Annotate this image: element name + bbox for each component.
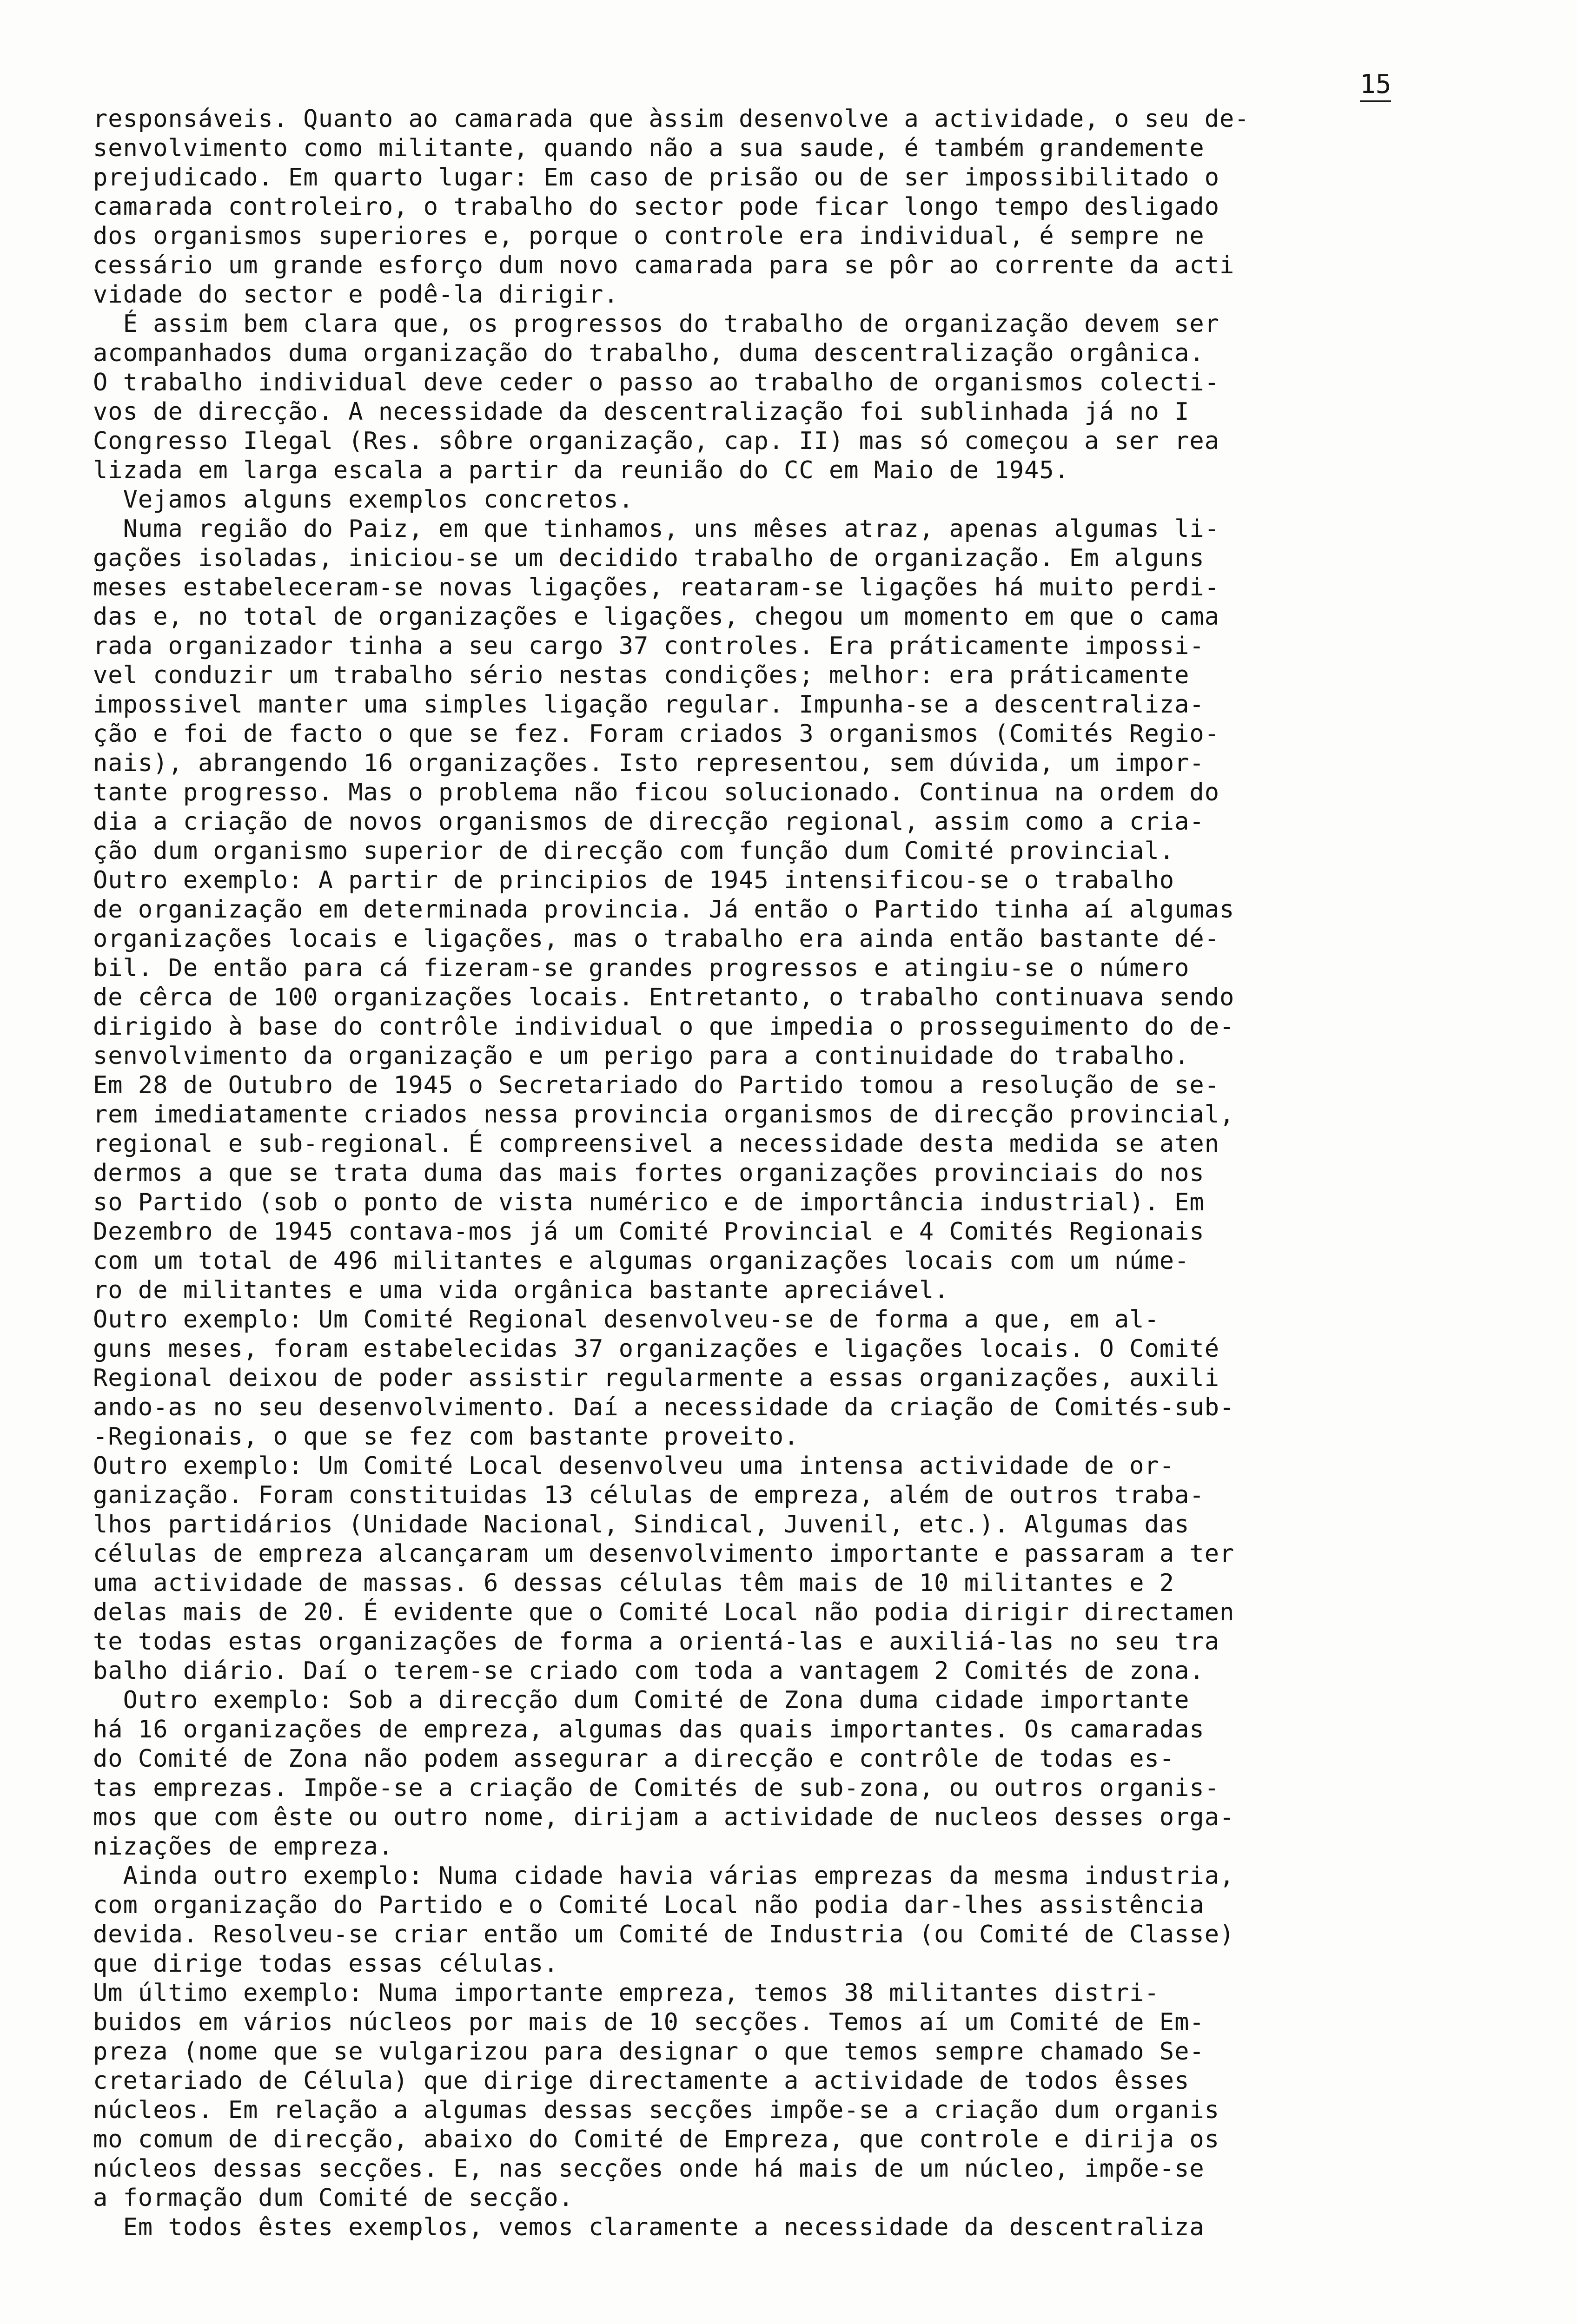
text-line: nais), abrangendo 16 organizações. Isto representou, sem dúvida, um impor- (93, 749, 1205, 777)
document-body (93, 105, 1506, 2242)
text-line: balho diário. Daí o terem-se criado com toda a vantagem 2 Comités de zona. (93, 1657, 1205, 1685)
text-line: Outro exemplo: A partir de principios de 1945 intensificou-se o trabalho (93, 866, 1175, 894)
text-line: guns meses, foram estabelecidas 37 organizações e ligações locais. O Comité (93, 1335, 1219, 1363)
text-line: É assim bem clara que, os progressos do trabalho de organização devem ser (93, 310, 1219, 338)
text-line: bil. De então para cá fizeram-se grandes progressos e atingiu-se o número (93, 954, 1190, 982)
text-line: -Regionais, o que se fez com bastante proveito. (93, 1423, 799, 1451)
text-line: te todas estas organizações de forma a orientá-las e auxiliá-las no seu tra (93, 1628, 1219, 1656)
text-line: Congresso Ilegal (Res. sôbre organização, cap. II) mas só começou a ser rea (93, 427, 1219, 455)
text-line: prejudicado. Em quarto lugar: Em caso de prisão ou de ser impossibilitado o (93, 164, 1219, 191)
text-line: devida. Resolveu-se criar então um Comité de Industria (ou Comité de Classe) (93, 1921, 1235, 1948)
text-line: vel conduzir um trabalho sério nestas condições; melhor: era práticamente (93, 661, 1190, 689)
text-line: núcleos. Em relação a algumas dessas secções impõe-se a criação dum organis (93, 2096, 1219, 2124)
text-line: impossivel manter uma simples ligação regular. Impunha-se a descentraliza- (93, 691, 1205, 719)
text-line: Um último exemplo: Numa importante empreza, temos 38 militantes distri- (93, 1979, 1160, 2007)
text-line: mos que com êste ou outro nome, dirijam a actividade de nucleos desses orga- (93, 1803, 1235, 1831)
text-line: dirigido à base do contrôle individual o que impedia o prosseguimento do de- (93, 1013, 1235, 1041)
text-line: Ainda outro exemplo: Numa cidade havia várias emprezas da mesma industria, (93, 1862, 1235, 1890)
text-line: células de empreza alcançaram um desenvolvimento importante e passaram a ter (93, 1540, 1235, 1568)
text-line: buidos em vários núcleos por mais de 10 secções. Temos aí um Comité de Em- (93, 2008, 1205, 2036)
page-number: 15 (1360, 70, 1391, 102)
text-line: dia a criação de novos organismos de direcção regional, assim como a cria- (93, 808, 1205, 836)
text-line: organizações locais e ligações, mas o trabalho era ainda então bastante dé- (93, 925, 1219, 953)
text-line: com um total de 496 militantes e algumas organizações locais com um núme- (93, 1247, 1190, 1275)
text-line: de organização em determinada provincia. Já então o Partido tinha aí algumas (93, 896, 1235, 924)
text-line: Outro exemplo: Um Comité Local desenvolveu uma intensa actividade de or- (93, 1452, 1175, 1480)
text-line: vidade do sector e podê-la dirigir. (93, 281, 619, 309)
text-line: rem imediatamente criados nessa provincia organismos de direcção provincial, (93, 1101, 1235, 1129)
text-line: acompanhados duma organização do trabalho, duma descentralização orgânica. (93, 339, 1205, 367)
text-line: meses estabeleceram-se novas ligações, reataram-se ligações há muito perdi- (93, 574, 1219, 601)
text-line: gações isoladas, iniciou-se um decidido trabalho de organização. Em alguns (93, 544, 1205, 572)
text-line: delas mais de 20. É evidente que o Comité Local não podia dirigir directamen (93, 1598, 1235, 1626)
text-line: O trabalho individual deve ceder o passo ao trabalho de organismos colecti- (93, 369, 1219, 396)
text-line: regional e sub-regional. É compreensivel a necessidade desta medida se aten (93, 1130, 1219, 1158)
text-line: Numa região do Paiz, em que tinhamos, uns mêses atraz, apenas algumas li- (93, 515, 1219, 543)
text-line: preza (nome que se vulgarizou para designar o que temos sempre chamado Se- (93, 2038, 1205, 2066)
text-line: do Comité de Zona não podem assegurar a direcção e contrôle de todas es- (93, 1745, 1175, 1773)
text-line: ro de militantes e uma vida orgânica bastante apreciável. (93, 1276, 949, 1304)
text-line: senvolvimento da organização e um perigo para a continuidade do trabalho. (93, 1042, 1190, 1070)
text-line: Em todos êstes exemplos, vemos claramente a necessidade da descentraliza (93, 2213, 1205, 2241)
text-line: so Partido (sob o ponto de vista numérico e de importância industrial). Em (93, 1188, 1205, 1216)
text-line: rada organizador tinha a seu cargo 37 controles. Era práticamente impossi- (93, 632, 1205, 660)
text-line: dos organismos superiores e, porque o controle era individual, é sempre ne (93, 222, 1205, 250)
text-line: há 16 organizações de empreza, algumas das quais importantes. Os camaradas (93, 1716, 1205, 1743)
text-line: responsáveis. Quanto ao camarada que àssim desenvolve a actividade, o seu de- (93, 105, 1250, 133)
text-line: com organização do Partido e o Comité Local não podia dar-lhes assistência (93, 1891, 1205, 1919)
text-line: camarada controleiro, o trabalho do sector pode ficar longo tempo desligado (93, 193, 1219, 221)
text-line: ganização. Foram constituidas 13 células de empreza, além de outros traba- (93, 1481, 1205, 1509)
text-line: vos de direcção. A necessidade da descentralização foi sublinhada já no I (93, 398, 1190, 426)
text-line: cretariado de Célula) que dirige directamente a actividade de todos êsses (93, 2067, 1190, 2095)
text-line: lizada em larga escala a partir da reunião do CC em Maio de 1945. (93, 456, 1069, 484)
text-line: ção e foi de facto o que se fez. Foram criados 3 organismos (Comités Regio- (93, 720, 1219, 748)
text-line: lhos partidários (Unidade Nacional, Sindical, Juvenil, etc.). Algumas das (93, 1511, 1190, 1538)
text-line: a formação dum Comité de secção. (93, 2184, 574, 2212)
text-line: tante progresso. Mas o problema não ficou solucionado. Continua na ordem do (93, 779, 1219, 806)
text-line: que dirige todas essas células. (93, 1950, 559, 1978)
text-line: cessário um grande esforço dum novo camarada para se pôr ao corrente da acti (93, 251, 1235, 279)
text-line: ando-as no seu desenvolvimento. Daí a necessidade da criação de Comités-sub- (93, 1393, 1235, 1421)
text-line: tas emprezas. Impõe-se a criação de Comités de sub-zona, ou outros organis- (93, 1774, 1219, 1802)
text-line: Em 28 de Outubro de 1945 o Secretariado do Partido tomou a resolução de se- (93, 1071, 1219, 1099)
text-line: das e, no total de organizações e ligações, chegou um momento em que o cama (93, 603, 1219, 631)
text-line: Vejamos alguns exemplos concretos. (93, 486, 634, 514)
text-line: Outro exemplo: Um Comité Regional desenvolveu-se de forma a que, em al- (93, 1306, 1160, 1334)
text-line: Outro exemplo: Sob a direcção dum Comité de Zona duma cidade importante (93, 1686, 1190, 1714)
text-line: núcleos dessas secções. E, nas secções onde há mais de um núcleo, impõe-se (93, 2155, 1205, 2183)
text-line: ção dum organismo superior de direcção com função dum Comité provincial. (93, 837, 1175, 865)
text-line: uma actividade de massas. 6 dessas células têm mais de 10 militantes e 2 (93, 1569, 1175, 1597)
text-line: de cêrca de 100 organizações locais. Entretanto, o trabalho continuava sendo (93, 984, 1235, 1011)
text-line: mo comum de direcção, abaixo do Comité de Empreza, que controle e dirija os (93, 2126, 1219, 2153)
text-line: Regional deixou de poder assistir regularmente a essas organizações, auxili (93, 1364, 1219, 1392)
text-line: dermos a que se trata duma das mais fortes organizações provinciais do nos (93, 1159, 1205, 1187)
text-line: nizações de empreza. (93, 1833, 394, 1861)
text-line: Dezembro de 1945 contava-mos já um Comité Provincial e 4 Comités Regionais (93, 1218, 1205, 1246)
text-line: senvolvimento como militante, quando não a sua saude, é também grandemente (93, 134, 1205, 162)
